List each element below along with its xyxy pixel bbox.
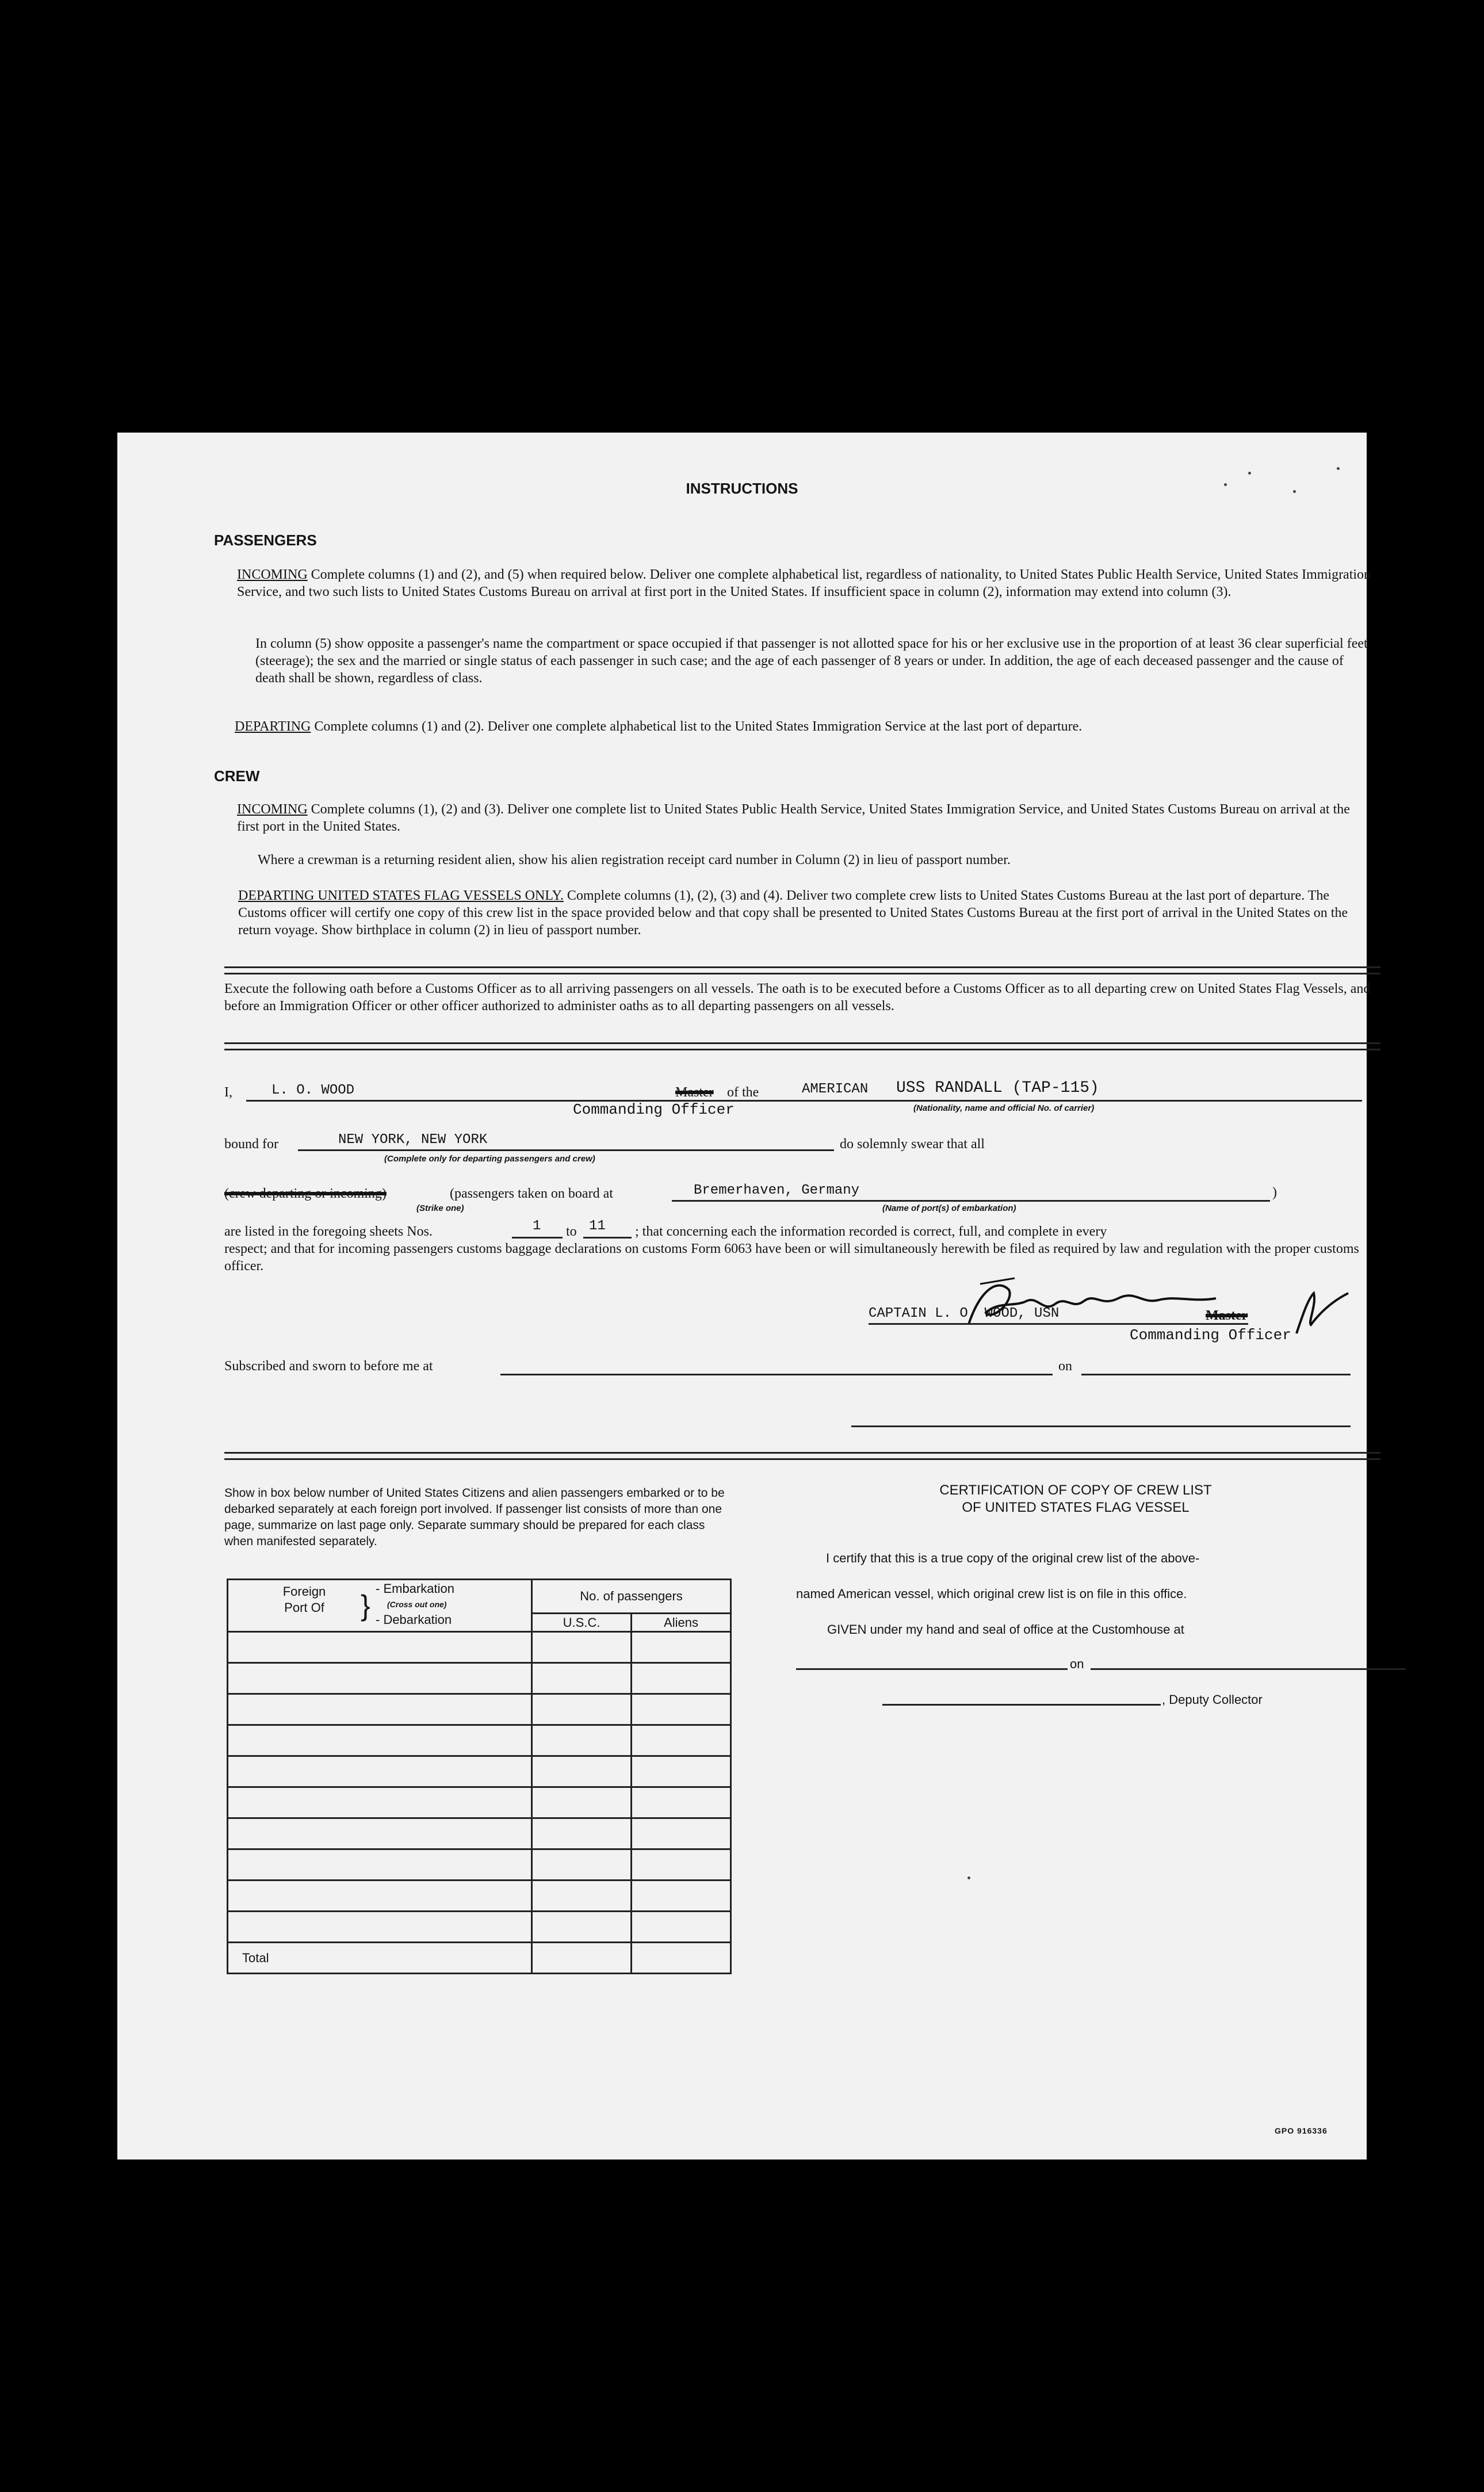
vessel-line <box>781 1100 1362 1102</box>
port-cell[interactable] <box>228 1725 532 1756</box>
crew-incoming-label: INCOMING <box>237 802 308 817</box>
speck <box>967 1876 970 1879</box>
subscribed-date-line <box>1081 1374 1351 1375</box>
port-cell[interactable] <box>228 1756 532 1787</box>
total-label: Total <box>228 1943 532 1974</box>
usc-cell[interactable] <box>532 1725 632 1756</box>
summary-instructions: Show in box below number of United States Citizens and alien passengers embarked or to be debarked separately at each foreign port involved. If passenger list consists of more than one page, summarize on last page only. Separate summary should be prepared for each class when manifested separately. <box>224 1486 725 1548</box>
aliens-cell[interactable] <box>632 1756 731 1787</box>
port-cell[interactable] <box>228 1818 532 1849</box>
nationality-value: AMERICAN <box>802 1081 869 1097</box>
table-row <box>228 1849 731 1881</box>
speck <box>1248 472 1251 475</box>
debarkation-label: - Debarkation <box>376 1612 452 1627</box>
certify-text-1: I certify that this is a true copy of the original crew list of the above- <box>826 1551 1200 1565</box>
brace-icon: } <box>361 1589 370 1622</box>
table-row <box>228 1632 731 1663</box>
subscribed-place-line <box>500 1374 1053 1375</box>
correct-text: ; that concerning each the information recorded is correct, full, and complete in every <box>635 1224 1107 1239</box>
passengers-incoming-label: INCOMING <box>237 567 308 582</box>
passengers-column5-paragraph: In column (5) show opposite a passenger's name the compartment or space occupied if that passenger is not allotted space for his or her exclusive use in the proportion of at least 36 clear superficial feet (steerage); the sex and the married or single status of each passenger in such case; and the age of each passenger of 8 years or under. In addition, the age of each deceased passenger and the cause of death shall be shown, regardless of class. <box>255 636 1368 686</box>
crew-struck: (crew departing or incoming) <box>224 1186 387 1201</box>
passengers-departing-text: Complete columns (1) and (2). Deliver one complete alphabetical list to the United States Immigration Service at the last port of departure. <box>314 719 1083 734</box>
certification-date-line <box>1091 1668 1406 1670</box>
crew-heading: CREW <box>214 767 260 785</box>
certification-title-line1: CERTIFICATION OF COPY OF CREW LIST <box>939 1482 1212 1498</box>
certification-on-label: on <box>1070 1657 1084 1671</box>
table-row <box>228 1694 731 1725</box>
table-row <box>228 1787 731 1818</box>
aliens-cell[interactable] <box>632 1787 731 1818</box>
nationality-caption: (Nationality, name and official No. of carrier) <box>913 1103 1095 1113</box>
speck <box>1337 467 1340 470</box>
close-paren: ) <box>1272 1185 1277 1200</box>
port-cell[interactable] <box>228 1632 532 1663</box>
signature-title: Commanding Officer <box>1130 1327 1291 1344</box>
aliens-cell[interactable] <box>632 1881 731 1912</box>
bound-for-value: NEW YORK, NEW YORK <box>338 1132 488 1148</box>
embark-port: Bremerhaven, Germany <box>694 1183 860 1198</box>
foreign-port-header <box>228 1580 532 1632</box>
port-cell[interactable] <box>228 1787 532 1818</box>
total-row <box>228 1943 731 1974</box>
strike-caption: (Strike one) <box>416 1203 464 1213</box>
listed-text: are listed in the foregoing sheets Nos. <box>224 1224 433 1239</box>
aliens-cell[interactable] <box>632 1818 731 1849</box>
certification-title <box>771 1482 1380 1516</box>
deputy-collector-line <box>882 1704 1161 1706</box>
total-usc-cell[interactable] <box>532 1943 632 1974</box>
table-row <box>228 1912 731 1943</box>
no-passengers-header: No. of passengers <box>532 1580 731 1614</box>
oath-name: L. O. WOOD <box>271 1083 355 1098</box>
port-cell[interactable] <box>228 1912 532 1943</box>
vessel-value: USS RANDALL (TAP-115) <box>896 1079 1099 1097</box>
usc-cell[interactable] <box>532 1912 632 1943</box>
crew-departing-label: DEPARTING UNITED STATES FLAG VESSELS ONLY. <box>238 888 564 903</box>
sheet-to-line <box>583 1237 632 1239</box>
table-row <box>228 1756 731 1787</box>
given-text: GIVEN under my hand and seal of office at the Customhouse at <box>827 1622 1184 1637</box>
passengers-heading: PASSENGERS <box>214 532 317 549</box>
form-page <box>117 433 1371 2160</box>
aliens-cell[interactable] <box>632 1849 731 1881</box>
aliens-cell[interactable] <box>632 1663 731 1694</box>
subscribed-label: Subscribed and sworn to before me at <box>224 1359 433 1374</box>
usc-cell[interactable] <box>532 1663 632 1694</box>
usc-cell[interactable] <box>532 1787 632 1818</box>
passengers-taken-text: (passengers taken on board at <box>450 1186 613 1201</box>
table-row <box>228 1881 731 1912</box>
aliens-cell[interactable] <box>632 1912 731 1943</box>
port-cell[interactable] <box>228 1694 532 1725</box>
crew-departing-paragraph <box>238 887 1371 939</box>
table-row <box>228 1818 731 1849</box>
bound-for-label: bound for <box>224 1137 278 1152</box>
divider <box>224 1452 1380 1460</box>
passenger-summary-table <box>227 1578 732 1974</box>
aliens-cell[interactable] <box>632 1725 731 1756</box>
port-cell[interactable] <box>228 1663 532 1694</box>
sheet-to: 11 <box>589 1218 606 1234</box>
embark-caption: (Name of port(s) of embarkation) <box>882 1203 1016 1213</box>
commanding-officer-label: Commanding Officer <box>573 1101 735 1118</box>
total-aliens-cell[interactable] <box>632 1943 731 1974</box>
subscribed-on-label: on <box>1058 1359 1072 1374</box>
usc-cell[interactable] <box>532 1881 632 1912</box>
divider <box>224 1042 1380 1050</box>
table-row <box>228 1663 731 1694</box>
port-cell[interactable] <box>228 1849 532 1881</box>
aliens-cell[interactable] <box>632 1632 731 1663</box>
foreign-port-label: Foreign Port Of <box>282 1584 326 1615</box>
master-struck-2: Master <box>1206 1308 1248 1323</box>
table-row <box>228 1725 731 1756</box>
crew-departing-text: Complete columns (1), (2), (3) and (4). Deliver two complete crew lists to United States Customs Bureau at the last port of departure. The Customs officer will certify one copy of this crew list in the space provided below and that copy shall be presented to United States Customs Bureau at the first port of arrival in the United States on the return voyage. Show birthplace in column (2) in lieu of passport number. <box>238 888 1348 938</box>
customhouse-line <box>796 1668 1068 1670</box>
officer-signature-line <box>851 1425 1351 1427</box>
speck <box>1293 490 1296 493</box>
aliens-header: Aliens <box>632 1614 731 1632</box>
passengers-departing-paragraph <box>235 718 1371 735</box>
usc-cell[interactable] <box>532 1632 632 1663</box>
aliens-cell[interactable] <box>632 1694 731 1725</box>
embarkation-label: - Embarkation <box>376 1581 454 1596</box>
oath-instruction: Execute the following oath before a Customs Officer as to all arriving passengers on all vessels. The oath is to be executed before a Customs Officer as to all departing crew on United States Flag Vessels, and before an Immigration Officer or other officer authorized to administer oaths as to all departing passengers on all vessels. <box>224 981 1371 1014</box>
cross-out-label: (Cross out one) <box>387 1600 447 1609</box>
signature-name: CAPTAIN L. O. WOOD, USN <box>869 1306 1060 1321</box>
usc-cell[interactable] <box>532 1694 632 1725</box>
signature-line <box>869 1323 1248 1325</box>
usc-cell[interactable] <box>532 1818 632 1849</box>
to-label: to <box>566 1224 577 1239</box>
speck <box>1224 483 1227 486</box>
deputy-collector-label: , Deputy Collector <box>1162 1692 1263 1707</box>
usc-cell[interactable] <box>532 1756 632 1787</box>
respect-text: respect; and that for incoming passengers customs baggage declarations on customs Form 6063 have been or will simultaneously herewith be filed as required by law and regulation with the proper customs officer. <box>224 1241 1359 1274</box>
bound-caption: (Complete only for departing passengers and crew) <box>384 1154 595 1164</box>
embark-line <box>672 1200 1270 1202</box>
sheet-from: 1 <box>533 1218 541 1234</box>
of-the-label: of the <box>727 1085 759 1100</box>
crew-resident-paragraph: Where a crewman is a returning resident alien, show his alien registration receipt card number in Column (2) in lieu of passport number. <box>258 853 1011 867</box>
certify-text-2: named American vessel, which original crew list is on file in this office. <box>796 1587 1187 1601</box>
passengers-incoming-paragraph <box>237 566 1373 601</box>
master-struck: Master <box>675 1085 714 1100</box>
swear-text: do solemnly swear that all <box>840 1137 985 1152</box>
initials-mark <box>1291 1282 1354 1339</box>
passengers-departing-label: DEPARTING <box>235 719 311 734</box>
footer-code: GPO 916336 <box>1275 2126 1328 2135</box>
crew-incoming-text: Complete columns (1), (2) and (3). Deliver one complete list to United States Public Health Service, United States Immigration Service, and United States Customs Bureau on arrival at the first port in the United States. <box>237 802 1350 834</box>
usc-header: U.S.C. <box>532 1614 632 1632</box>
usc-cell[interactable] <box>532 1849 632 1881</box>
bound-for-line <box>298 1149 834 1151</box>
oath-i-label: I, <box>224 1085 232 1100</box>
port-cell[interactable] <box>228 1881 532 1912</box>
certification-title-line2: OF UNITED STATES FLAG VESSEL <box>962 1500 1190 1515</box>
divider <box>224 966 1380 974</box>
instructions-title: INSTRUCTIONS <box>686 480 798 497</box>
sheet-from-line <box>512 1237 563 1239</box>
passengers-incoming-text: Complete columns (1) and (2), and (5) when required below. Deliver one complete alphabetical list, regardless of nationality, to United States Public Health Service, United States Immigration Service, and two such lists to United States Customs Bureau on arrival at first port in the United States. If insufficient space in column (2), information may extend into column (3). <box>237 567 1371 599</box>
handwritten-signature <box>946 1267 1245 1336</box>
crew-incoming-paragraph <box>237 801 1373 835</box>
